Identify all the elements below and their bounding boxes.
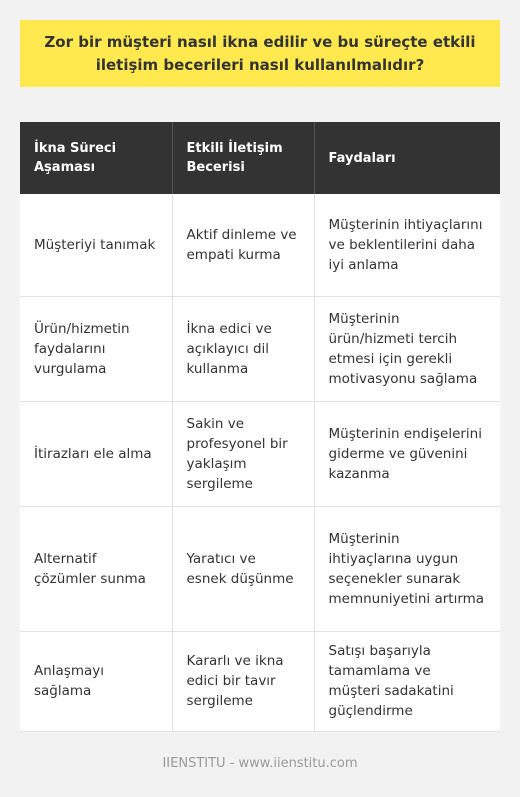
cell-stage: Ürün/hizmetin faydalarını vurgulama [20,296,172,401]
cell-skill: Sakin ve profesyonel bir yaklaşım sergileme [172,401,314,506]
cell-skill: İkna edici ve açıklayıcı dil kullanma [172,296,314,401]
page-title [20,20,500,87]
cell-stage: İtirazları ele alma [20,401,172,506]
table-row [20,401,500,506]
cell-skill: Kararlı ve ikna edici bir tavır sergileme [172,631,314,731]
table-row [20,194,500,296]
cell-benefit: Müşterinin ihtiyaçlarını ve beklentilerini daha iyi anlama [314,194,500,296]
persuasion-table [20,122,500,732]
cell-skill: Aktif dinleme ve empati kurma [172,194,314,296]
table-header-row [20,122,500,194]
table-row [20,506,500,631]
cell-skill: Yaratıcı ve esnek düşünme [172,506,314,631]
cell-benefit: Müşterinin endişelerini giderme ve güvenini kazanma [314,401,500,506]
footer-credit: IIENSTITU - www.iienstitu.com [162,756,358,771]
cell-benefit: Satışı başarıyla tamamlama ve müşteri sadakatini güçlendirme [314,631,500,731]
table-row [20,631,500,731]
cell-stage: Anlaşmayı sağlama [20,631,172,731]
header-skill: Etkili İletişim Becerisi [172,122,314,194]
cell-stage: Müşteriyi tanımak [20,194,172,296]
table-row [20,296,500,401]
header-benefits: Faydaları [314,122,500,194]
cell-benefit: Müşterinin ihtiyaçlarına uygun seçenekler sunarak memnuniyetini artırma [314,506,500,631]
cell-stage: Alternatif çözümler sunma [20,506,172,631]
cell-benefit: Müşterinin ürün/hizmeti tercih etmesi için gerekli motivasyonu sağlama [314,296,500,401]
header-stage: İkna Süreci Aşaması [20,122,172,194]
page-title-text: Zor bir müşteri nasıl ikna edilir ve bu süreçte etkili iletişim becerileri nasıl kullanılmalıdır? [44,32,476,74]
